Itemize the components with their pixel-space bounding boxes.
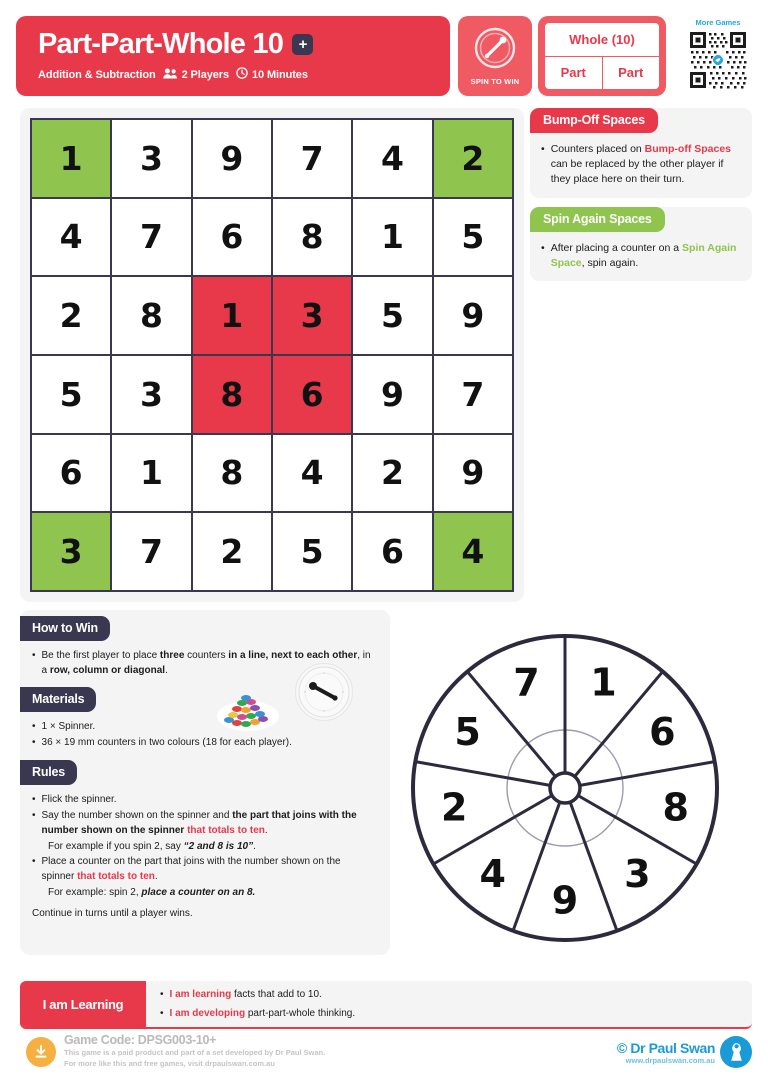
- board-cell[interactable]: 2: [32, 277, 110, 354]
- page-header: [16, 16, 752, 96]
- board-cell[interactable]: 6: [353, 513, 431, 590]
- board-cell[interactable]: 5: [353, 277, 431, 354]
- brand-url[interactable]: www.drpaulswan.com.au: [625, 1055, 715, 1065]
- spinner-tool-image: [295, 663, 353, 721]
- spin-to-win-label: SPIN TO WIN: [470, 77, 520, 86]
- bullet-dot: •: [32, 650, 36, 661]
- players-label: 2 Players: [181, 68, 229, 81]
- spinner-hub[interactable]: [550, 773, 580, 803]
- whole-cell: Whole (10): [545, 23, 659, 57]
- board-cell[interactable]: 3: [273, 277, 351, 354]
- spinner-sector-label: 1: [590, 660, 617, 705]
- spinner-sector-label: 4: [479, 852, 506, 897]
- rule-item: [32, 792, 376, 807]
- board-cell[interactable]: 4: [32, 199, 110, 276]
- rule-example: For example: spin 2, place a counter on an 8.: [48, 887, 256, 898]
- spinner-sector-label: 3: [624, 852, 651, 897]
- bullet-dot: •: [160, 1007, 164, 1019]
- spinner-sector-label: 9: [551, 878, 579, 923]
- page-footer: [20, 1033, 752, 1081]
- bullet-dot: •: [32, 721, 36, 732]
- bullet-dot: •: [160, 989, 164, 1000]
- learning-item: [160, 1007, 752, 1022]
- board-cell[interactable]: 8: [112, 277, 190, 354]
- spinner-sector-label: 8: [662, 785, 689, 830]
- board-cell[interactable]: 3: [112, 120, 190, 197]
- footer-text-block: [64, 1033, 325, 1070]
- i-am-learning-bar: [20, 981, 752, 1029]
- rules-title: Rules: [20, 760, 77, 785]
- board-cell[interactable]: 4: [273, 435, 351, 512]
- learning-text: I am learning facts that add to 10.: [169, 989, 322, 1000]
- board-cell[interactable]: 2: [193, 513, 271, 590]
- header-subtitle: [38, 67, 450, 82]
- bullet-dot: •: [32, 856, 36, 867]
- spinner-sector-label: 7: [513, 660, 540, 705]
- board-cell[interactable]: 9: [353, 356, 431, 433]
- board-cell[interactable]: 1: [32, 120, 110, 197]
- board-cell[interactable]: 9: [434, 435, 512, 512]
- board-cell[interactable]: 1: [193, 277, 271, 354]
- i-am-learning-body: [146, 981, 752, 1027]
- footer-brand-block[interactable]: [617, 1036, 752, 1068]
- more-games-qr-block[interactable]: [684, 18, 752, 91]
- materials-item-text: 36 × 19 mm counters in two colours (18 for each player).: [41, 737, 292, 748]
- board-cell[interactable]: 5: [32, 356, 110, 433]
- game-code: Game Code: DPSG003-10+: [64, 1033, 217, 1047]
- rule-text: Say the number shown on the spinner and the part that joins with the number shown on the spinner that totals to ten.: [41, 810, 357, 836]
- learning-item: [160, 988, 752, 1003]
- bullet-dot: •: [32, 794, 36, 805]
- spin-again-text: After placing a counter on a Spin Again Space, spin again.: [550, 241, 737, 269]
- bullet-dot: •: [541, 241, 545, 254]
- page-title-text: Part-Part-Whole 10: [38, 28, 284, 60]
- page-title: [38, 30, 450, 59]
- spin-again-title: Spin Again Spaces: [530, 207, 665, 232]
- download-icon[interactable]: [26, 1037, 56, 1067]
- i-am-learning-tab: I am Learning: [20, 981, 146, 1027]
- board-cell[interactable]: 5: [273, 513, 351, 590]
- board-cell[interactable]: 7: [112, 199, 190, 276]
- duration-label: 10 Minutes: [252, 68, 308, 81]
- footer-fine-print-1: This game is a paid product and part of a set developed by Dr Paul Swan.: [64, 1048, 326, 1057]
- how-to-win-text: Be the first player to place three counters in a line, next to each other, in a row, column or diagonal.: [41, 650, 371, 676]
- brand-name: © Dr Paul Swan: [616, 1039, 715, 1056]
- bump-off-bullet: [541, 142, 741, 188]
- rule-item: [32, 808, 376, 838]
- part-cell-left: Part: [560, 65, 586, 81]
- players-group: [163, 68, 229, 82]
- board-cell[interactable]: 1: [353, 199, 431, 276]
- plus-badge: +: [292, 34, 313, 55]
- learning-text: I am developing part-part-whole thinking.: [169, 1007, 356, 1019]
- duration-group: [236, 67, 308, 82]
- spinner-dial-icon: [473, 26, 517, 75]
- header-title-block: [16, 16, 450, 96]
- board-cell[interactable]: 6: [193, 199, 271, 276]
- board-cell[interactable]: 7: [112, 513, 190, 590]
- bullet-dot: •: [541, 143, 545, 155]
- board-cell[interactable]: 8: [193, 435, 271, 512]
- board-cell[interactable]: 8: [273, 199, 351, 276]
- board-cell[interactable]: 2: [353, 435, 431, 512]
- board-cell[interactable]: 7: [434, 356, 512, 433]
- counters-image: [215, 690, 281, 736]
- clock-icon: [236, 67, 248, 82]
- players-icon: [163, 68, 178, 82]
- board-cell[interactable]: 6: [273, 356, 351, 433]
- bump-off-card: [530, 108, 752, 198]
- spin-to-win-badge: [458, 16, 532, 96]
- instructions-panel: [20, 610, 390, 955]
- board-cell[interactable]: 8: [193, 356, 271, 433]
- board-cell[interactable]: 6: [32, 435, 110, 512]
- board-cell[interactable]: 9: [434, 277, 512, 354]
- game-board-panel: [20, 108, 524, 602]
- board-cell[interactable]: 2: [434, 120, 512, 197]
- footer-fine-print-2: For more like this and free games, visit drpaulswan.com.au: [64, 1059, 275, 1069]
- board-cell[interactable]: 4: [434, 513, 512, 590]
- materials-item-text: 1 × Spinner.: [41, 721, 96, 732]
- spinner-wheel[interactable]: [400, 620, 730, 950]
- part-cell-right: Part: [602, 57, 660, 90]
- bullet-dot: •: [32, 810, 36, 821]
- spinner-sector-label: 6: [649, 709, 676, 754]
- brand-logo-icon: [720, 1036, 752, 1068]
- game-board-grid[interactable]: [30, 118, 514, 592]
- rule-item: [32, 854, 376, 884]
- qr-code-icon[interactable]: [687, 29, 749, 91]
- board-cell[interactable]: 3: [112, 356, 190, 433]
- info-cards-column: [530, 108, 752, 290]
- part-part-whole-diagram: [538, 16, 666, 96]
- board-cell[interactable]: 3: [32, 513, 110, 590]
- board-cell[interactable]: 4: [353, 120, 431, 197]
- how-to-win-title: How to Win: [20, 616, 110, 641]
- subject-label: Addition & Subtraction: [38, 68, 156, 81]
- bump-off-text: Counters placed on Bump-off Spaces can be replaced by the other player if they place here on their turn.: [550, 143, 732, 186]
- board-cell[interactable]: 1: [112, 435, 190, 512]
- spin-again-card: [530, 207, 752, 281]
- materials-item: [32, 735, 376, 750]
- bullet-dot: •: [32, 737, 36, 748]
- spinner-sector-label: 2: [441, 785, 468, 830]
- spinner-sector-label: 5: [454, 709, 481, 754]
- rules-closing-text: Continue in turns until a player wins.: [32, 908, 193, 919]
- board-cell[interactable]: 5: [434, 199, 512, 276]
- rules-body: [20, 785, 390, 921]
- materials-title: Materials: [20, 687, 96, 712]
- rule-text: Place a counter on the part that joins with the number shown on the spinner that totals to ten.: [41, 856, 341, 882]
- board-cell[interactable]: 9: [193, 120, 271, 197]
- spin-again-bullet: [541, 241, 741, 271]
- rule-example: For example if you spin 2, say “2 and 8 is 10”.: [48, 841, 256, 852]
- rule-text: Flick the spinner.: [41, 794, 117, 805]
- more-games-label: More Games: [695, 18, 741, 27]
- board-cell[interactable]: 7: [273, 120, 351, 197]
- bump-off-title: Bump-Off Spaces: [530, 108, 658, 133]
